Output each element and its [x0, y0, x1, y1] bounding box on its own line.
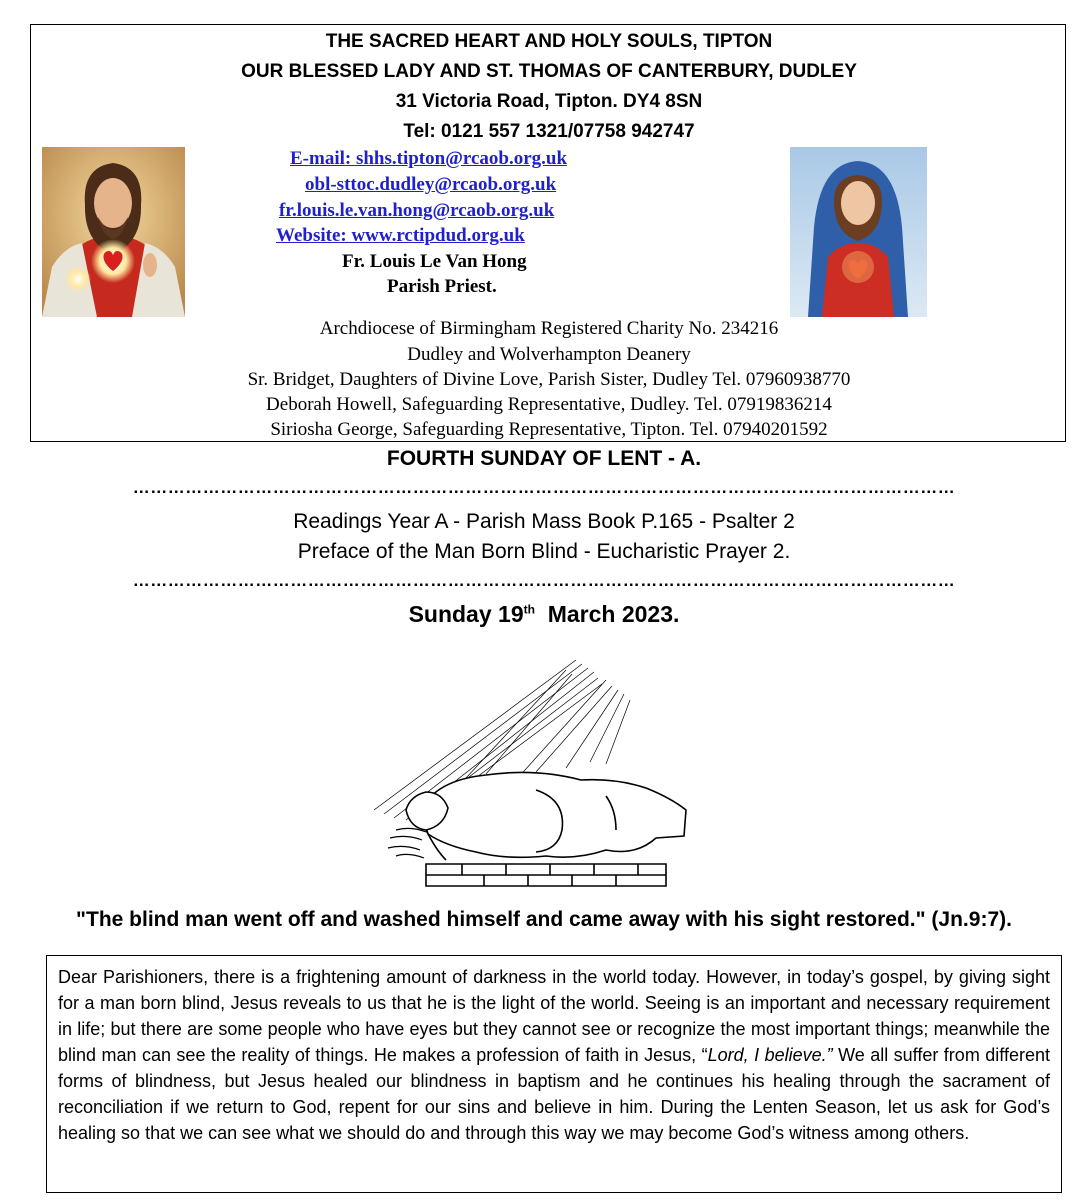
safeguarding-tipton-line: Siriosha George, Safeguarding Representative, Tipton. Tel. 07940201592 — [270, 419, 828, 440]
parish-telephone: Tel: 0121 557 1321/07758 942747 — [403, 121, 695, 142]
parish-letter-box — [46, 955, 1062, 1193]
letter-text-continued: We all suffer from different forms of blindness, but Jesus healed our blindness in baptism and he continues his healing through the sacrament of reconciliation if we return to God, repent for our sins and believe in him. During the Lenten Season, let us ask for God’s healing so that we can see what we should do and through this way we may become God’s witness among others. — [58, 1045, 1050, 1143]
letter-text: Dear Parishioners, there is a frightening amount of darkness in the world today. However, in today’s gospel, by giving sight for a man born blind, Jesus reveals to us that he is the light of the world. Seeing is an important and necessary requirement in life; but there are some people who have eyes but they cannot see or recognize the most important things; meanwhile the blind man can see the reality of things. He makes a profession of faith in Jesus, “ — [58, 967, 1050, 1065]
readings-line: Readings Year A - Parish Mass Book P.165 - Psalter 2 — [293, 510, 795, 533]
parish-header-box — [30, 24, 1066, 442]
email-dudley-link[interactable]: obl-sttoc.dudley@rcaob.org.uk — [305, 174, 557, 195]
sunday-date: Sunday 19th March 2023. — [408, 601, 680, 627]
deanery-line: Dudley and Wolverhampton Deanery — [407, 344, 691, 365]
email-tipton-link[interactable]: E-mail: shhs.tipton@rcaob.org.uk — [290, 148, 568, 169]
letter-italic-quote: Lord, I believe.” — [707, 1045, 833, 1065]
parish-sister-line: Sr. Bridget, Daughters of Divine Love, Parish Sister, Dudley Tel. 07960938770 — [247, 369, 851, 390]
blind-man-washing-illustration — [366, 660, 696, 888]
priest-title: Parish Priest. — [387, 276, 497, 297]
safeguarding-dudley-line: Deborah Howell, Safeguarding Representative, Dudley. Tel. 07919836214 — [266, 394, 832, 415]
dotted-divider: …………………………………………………………………………………………………………………………… — [132, 571, 956, 590]
liturgical-title: FOURTH SUNDAY OF LENT - A. — [386, 447, 702, 470]
gospel-quote: "The blind man went off and washed himself and came away with his sight restored." (Jn.9:7). — [76, 908, 1012, 931]
parish-name-tipton: THE SACRED HEART AND HOLY SOULS, TIPTON — [325, 31, 773, 52]
dotted-divider: …………………………………………………………………………………………………………………………… — [132, 478, 956, 497]
email-priest-link[interactable]: fr.louis.le.van.hong@rcaob.org.uk — [279, 200, 555, 221]
charity-line: Archdiocese of Birmingham Registered Charity No. 234216 — [319, 318, 779, 339]
parish-address: 31 Victoria Road, Tipton. DY4 8SN — [395, 91, 703, 112]
sacred-heart-jesus-image — [42, 147, 185, 317]
website-link[interactable]: Website: www.rctipdud.org.uk — [276, 225, 525, 246]
immaculate-heart-mary-image — [790, 147, 927, 317]
preface-line: Preface of the Man Born Blind - Eucharistic Prayer 2. — [297, 540, 791, 563]
parish-name-dudley: OUR BLESSED LADY AND ST. THOMAS OF CANTERBURY, DUDLEY — [241, 61, 857, 82]
priest-name: Fr. Louis Le Van Hong — [342, 251, 527, 272]
